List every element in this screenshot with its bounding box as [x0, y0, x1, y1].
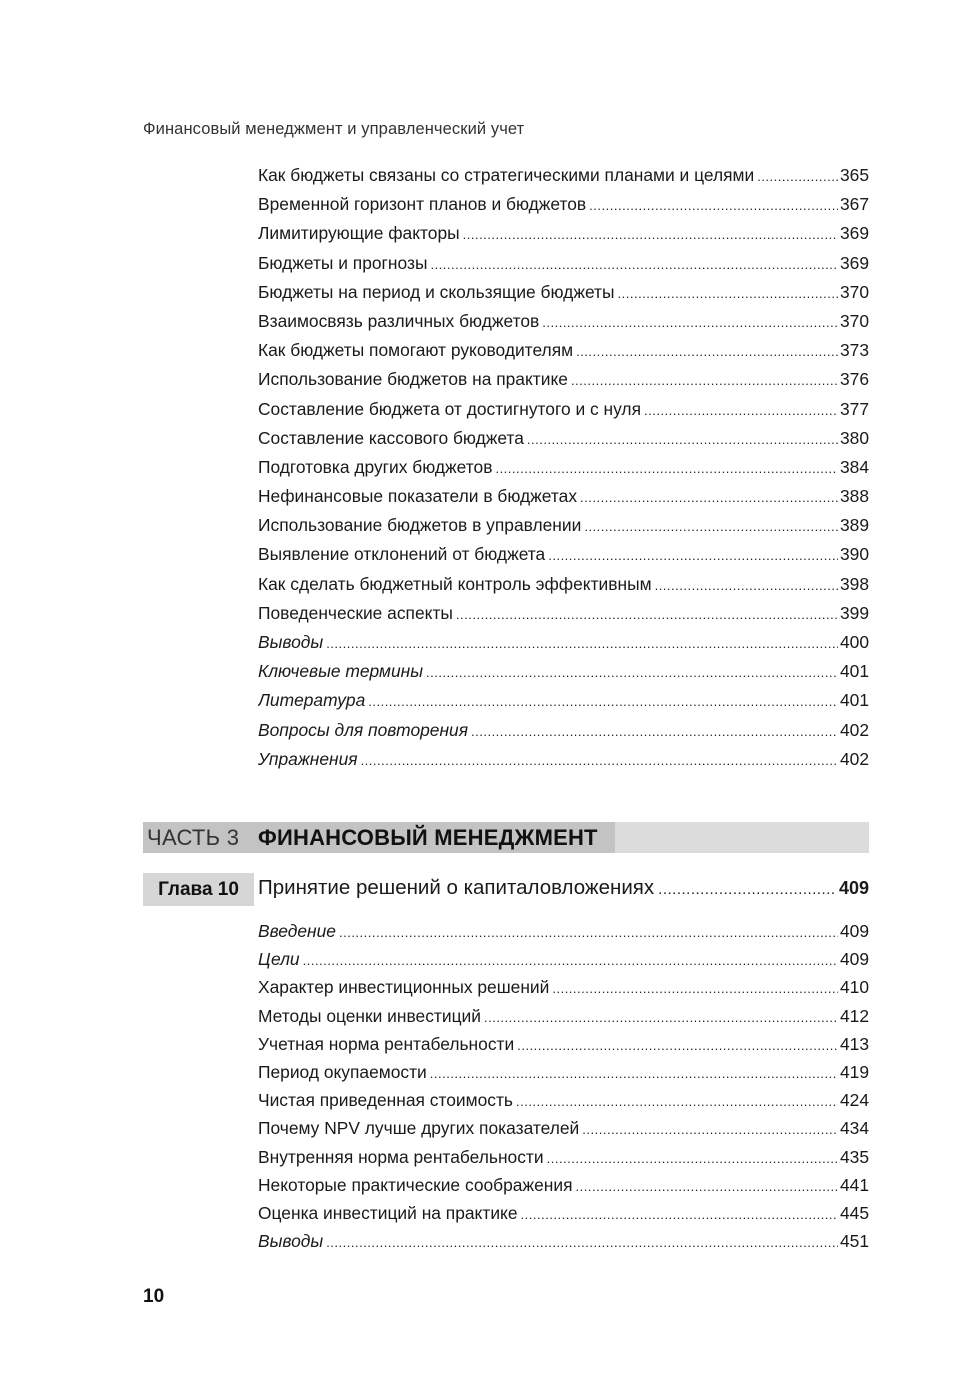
toc-entry — [258, 1147, 869, 1175]
toc-entry-title: Как бюджеты связаны со стратегическими планами и целями — [258, 165, 755, 185]
toc-entry-title: Период окупаемости — [258, 1061, 427, 1082]
toc-leader-dots — [517, 1038, 838, 1053]
toc-entry-page: 445 — [839, 1202, 869, 1223]
toc-leader-dots — [326, 636, 838, 651]
toc-entry-page: 370 — [839, 310, 869, 331]
toc-entry-page: 412 — [839, 1005, 869, 1026]
toc-leader-dots — [463, 227, 838, 242]
toc-leader-dots — [547, 1151, 838, 1166]
toc-entry-title: Лимитирующие факторы — [258, 223, 460, 244]
toc-leader-dots — [548, 548, 838, 563]
toc-entry-title: Как бюджеты помогают руководителям — [258, 340, 574, 361]
toc-entry — [258, 603, 869, 632]
toc-entry — [258, 1118, 869, 1146]
toc-leader-dots — [368, 694, 838, 709]
toc-entry-page: 399 — [839, 602, 869, 623]
toc-entry — [258, 921, 869, 949]
toc-leader-dots — [456, 607, 838, 622]
chapter-title: Принятие решений о капиталовложениях — [258, 876, 655, 899]
toc-leader-dots — [644, 403, 838, 418]
toc-entry-page: 367 — [839, 194, 869, 215]
toc-leader-dots — [655, 578, 838, 593]
toc-leader-dots — [757, 169, 838, 184]
toc-entry — [258, 749, 869, 778]
toc-leader-dots — [516, 1094, 838, 1109]
part-number: ЧАСТЬ 3 — [147, 824, 240, 850]
toc-section-top — [258, 165, 869, 778]
toc-entry-page: 401 — [839, 661, 869, 682]
toc-leader-dots — [576, 1179, 838, 1194]
toc-entry-title: Учетная норма рентабельности — [258, 1033, 515, 1054]
toc-entry-title: Упражнения — [258, 748, 358, 769]
toc-entry — [258, 977, 869, 1005]
toc-entry — [258, 457, 869, 486]
toc-leader-dots — [618, 286, 838, 301]
toc-entry — [258, 486, 869, 515]
toc-entry — [258, 632, 869, 661]
toc-leader-dots — [580, 490, 838, 505]
toc-entry — [258, 1006, 869, 1034]
chapter-page: 409 — [838, 878, 869, 898]
toc-entry — [258, 340, 869, 369]
toc-entry-page: 390 — [839, 544, 869, 565]
toc-entry — [258, 720, 869, 749]
toc-leader-dots — [484, 1010, 838, 1025]
toc-entry-title: Литература — [258, 690, 366, 711]
toc-entry-title: Чистая приведенная стоимость — [258, 1090, 513, 1111]
toc-entry-page: 370 — [839, 281, 869, 302]
toc-entry — [258, 574, 869, 603]
toc-entry-page: 369 — [839, 223, 869, 244]
toc-entry — [258, 1090, 869, 1118]
toc-entry-title: Поведенческие аспекты — [258, 602, 453, 623]
toc-entry — [258, 253, 869, 282]
toc-entry-page: 369 — [839, 252, 869, 273]
toc-entry — [258, 690, 869, 719]
toc-entry-page: 402 — [839, 719, 869, 740]
toc-entry-page: 377 — [839, 398, 869, 419]
toc-entry-page: 409 — [839, 921, 869, 941]
toc-entry — [258, 399, 869, 428]
toc-entry-title: Ключевые термины — [258, 661, 423, 682]
toc-entry-page: 380 — [839, 427, 869, 448]
toc-entry-page: 402 — [839, 748, 869, 769]
toc-entry-title: Использование бюджетов на практике — [258, 369, 568, 390]
toc-entry-page: 435 — [839, 1146, 869, 1167]
toc-entry-title: Введение — [258, 921, 336, 941]
toc-entry-page: 409 — [839, 949, 869, 970]
toc-entry — [258, 428, 869, 457]
toc-entry-title: Бюджеты на период и скользящие бюджеты — [258, 281, 615, 302]
toc-leader-dots — [303, 953, 838, 968]
toc-entry-page: 413 — [839, 1033, 869, 1054]
toc-entry-title: Выводы — [258, 1231, 324, 1252]
chapter-heading — [258, 876, 869, 906]
toc-entry-page: 384 — [839, 456, 869, 477]
toc-entry — [258, 1062, 869, 1090]
toc-entry-title: Подготовка других бюджетов — [258, 456, 493, 477]
toc-entry-page: 376 — [839, 369, 869, 390]
toc-entry — [258, 165, 869, 194]
toc-entry-page: 388 — [839, 486, 869, 507]
toc-entry-title: Бюджеты и прогнозы — [258, 252, 428, 273]
toc-entry-page: 434 — [839, 1118, 869, 1139]
toc-entry-title: Взаимосвязь различных бюджетов — [258, 310, 540, 331]
toc-leader-dots — [426, 665, 838, 680]
toc-leader-dots — [576, 344, 838, 359]
toc-entry-page: 451 — [839, 1231, 869, 1252]
toc-leader-dots — [571, 373, 838, 388]
toc-entry — [258, 661, 869, 690]
toc-leader-dots — [542, 315, 838, 330]
toc-entry — [258, 1175, 869, 1203]
toc-entry — [258, 1231, 869, 1259]
chapter-label: Глава 10 — [143, 873, 254, 906]
toc-entry-page: 424 — [839, 1090, 869, 1111]
toc-entry-title: Некоторые практические соображения — [258, 1174, 573, 1195]
toc-leader-dots — [521, 1207, 838, 1222]
toc-leader-dots — [589, 198, 838, 213]
toc-entry — [258, 311, 869, 340]
part-heading-bar — [143, 822, 869, 853]
toc-entry-title: Методы оценки инвестиций — [258, 1005, 481, 1026]
part-title: ФИНАНСОВЫЙ МЕНЕДЖМЕНТ — [258, 824, 598, 850]
toc-entry-title: Вопросы для повторения — [258, 719, 469, 740]
toc-entry-title: Временной горизонт планов и бюджетов — [258, 194, 587, 215]
toc-entry-title: Внутренняя норма рентабельности — [258, 1146, 544, 1167]
toc-leader-dots — [527, 432, 838, 447]
toc-leader-dots — [339, 925, 838, 940]
toc-entry-title: Использование бюджетов в управлении — [258, 515, 582, 536]
toc-entry-title: Выводы — [258, 632, 324, 652]
page-number: 10 — [143, 1286, 165, 1307]
toc-entry-page: 419 — [839, 1061, 869, 1082]
toc-entry-page: 389 — [839, 515, 869, 536]
toc-entry-page: 373 — [839, 340, 869, 361]
toc-entry-title: Как сделать бюджетный контроль эффективным — [258, 573, 652, 594]
toc-leader-dots — [471, 724, 838, 739]
toc-entry — [258, 949, 869, 977]
toc-entry-title: Выявление отклонений от бюджета — [258, 544, 546, 565]
toc-leader-dots — [552, 981, 838, 996]
toc-leader-dots — [430, 257, 838, 272]
toc-entry — [258, 544, 869, 573]
toc-section-bottom — [258, 921, 869, 1259]
toc-leader-dots — [584, 519, 838, 534]
toc-entry — [258, 1034, 869, 1062]
toc-entry-page: 401 — [839, 690, 869, 711]
toc-entry-title: Составление кассового бюджета — [258, 427, 524, 448]
toc-entry — [258, 515, 869, 544]
toc-entry-title: Нефинансовые показатели в бюджетах — [258, 486, 578, 507]
toc-entry — [258, 369, 869, 398]
toc-entry-page: 441 — [839, 1174, 869, 1195]
toc-leader-dots — [430, 1066, 838, 1081]
toc-entry-title: Почему NPV лучше других показателей — [258, 1118, 580, 1139]
toc-leader-dots — [326, 1235, 838, 1250]
toc-entry-title: Оценка инвестиций на практике — [258, 1202, 518, 1223]
toc-entry-title: Характер инвестиционных решений — [258, 977, 550, 998]
toc-entry — [258, 1203, 869, 1231]
toc-entry — [258, 282, 869, 311]
toc-entry-page: 400 — [839, 632, 869, 652]
toc-leader-dots — [495, 461, 838, 476]
toc-entry — [258, 194, 869, 223]
toc-leader-dots — [361, 753, 838, 768]
chapter-leader-dots — [658, 881, 836, 898]
toc-entry-page: 365 — [839, 165, 869, 185]
toc-entry-title: Цели — [258, 949, 300, 970]
part-heading-highlight — [143, 822, 615, 853]
toc-entry — [258, 223, 869, 252]
toc-entry-page: 398 — [839, 573, 869, 594]
toc-entry-page: 410 — [839, 977, 869, 998]
toc-leader-dots — [582, 1122, 838, 1137]
toc-entry-title: Составление бюджета от достигнутого и с нуля — [258, 398, 641, 419]
running-header: Финансовый менеджмент и управленческий учет — [143, 120, 525, 138]
